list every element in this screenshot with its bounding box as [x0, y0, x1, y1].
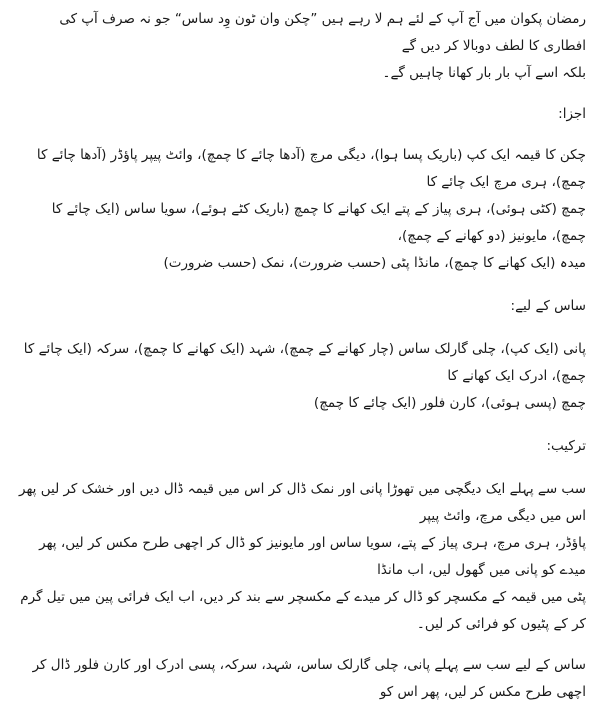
intro-line: رمضان پکوان میں آج آپ کے لئے ہم لا رہے ہیں ”چکن وان ٹون وِد ساس“ جو نہ صرف آپ کی افطاری کا لطف دوبالا کر دیں گے: [59, 11, 586, 54]
method-sauce-line: ساس کے لیے سب سے پہلے پانی، چلی گارلک ساس، شہد، سرکہ، پسی ادرک اور کارن فلور ڈال کر اچھی طرح مکس کر لیں، پھر اس کو: [32, 657, 586, 700]
ingredients-heading: اجزا:: [558, 106, 586, 122]
ingredients-line: چمچ (کٹی ہوئی)، ہری پیاز کے پتے ایک کھانے کا چمچ (باریک کٹے ہوئے)، سویا ساس (ایک چائے کا چمچ)، مایونیز (دو کھانے کے چمچ)،: [51, 201, 586, 244]
sauce-line: چمچ (پسی ہوئی)، کارن فلور (ایک چائے کا چمچ): [313, 395, 586, 411]
sauce-heading: ساس کے لیے:: [510, 298, 586, 314]
method-line: پاؤڈر، ہری مرچ، ہری پیاز کے پتے، سویا ساس اور مایونیز کو ڈال کر اچھی طرح مکس کر لیں، پھر میدے کو پانی میں گھول لیں، اب مانڈا: [39, 535, 586, 578]
method-line: پٹی میں قیمہ کے مکسچر کو ڈال کر میدے کے مکسچر سے بند کر دیں، اب ایک فرائی پین میں تیل گرم کر کے پٹیوں کو فرائی کر لیں۔: [20, 589, 586, 632]
ingredients-line: چکن کا قیمہ ایک کپ (باریک پسا ہوا)، دیگی مرچ (آدھا چائے کا چمچ)، وائٹ پیپر پاؤڈر (آدھا چائے کا چمچ)، ہری مرچ ایک چائے کا: [36, 147, 586, 190]
ingredients-line: میدہ (ایک کھانے کا چمچ)، مانڈا پٹی (حسب ضرورت)، نمک (حسب ضرورت): [163, 255, 586, 271]
sauce-line: پانی (ایک کپ)، چلی گارلک ساس (چار کھانے کے چمچ)، شہد (ایک کھانے کا چمچ)، سرکہ (ایک چائے کا چمچ)، ادرک ایک کھانے کا: [23, 341, 586, 384]
method-line: سب سے پہلے ایک دیگچی میں تھوڑا پانی اور نمک ڈال کر اس میں قیمہ ڈال دیں اور خشک کر لیں پھر اس میں دیگی مرچ، وائٹ پیپر: [19, 481, 586, 524]
intro-line: بلکہ اسے آپ بار بار کھانا چاہیں گے۔: [382, 65, 586, 81]
method-heading: ترکیب:: [546, 438, 586, 454]
